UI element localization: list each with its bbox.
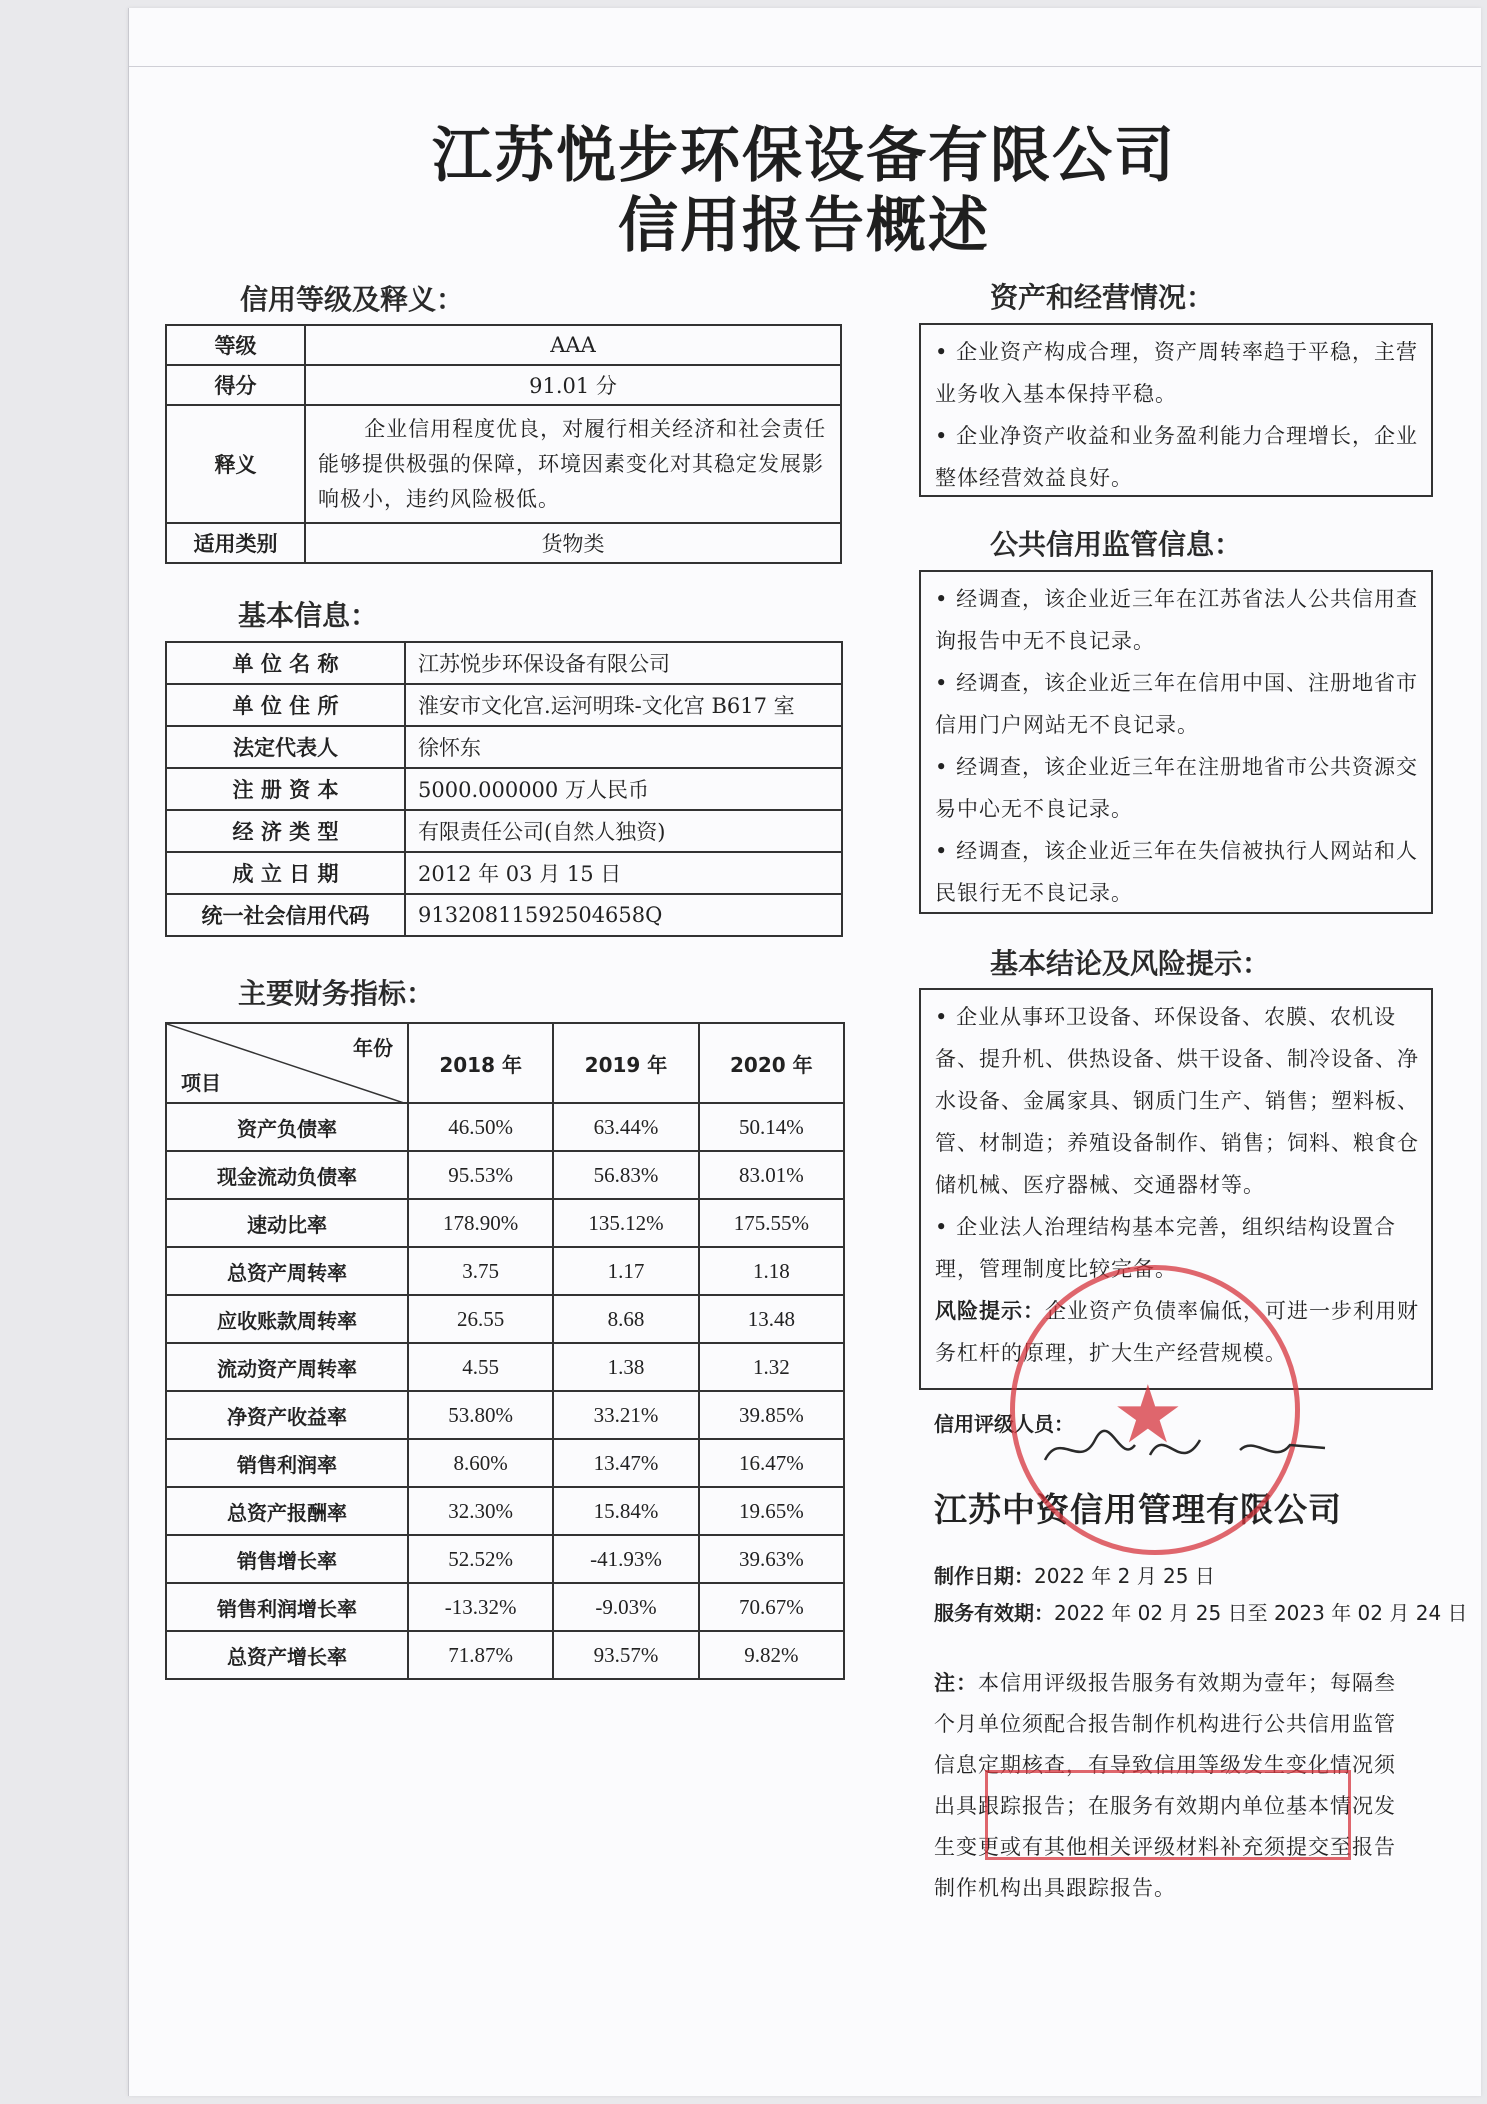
financials-header-row	[166, 1023, 844, 1103]
basic-info-heading: 基本信息：	[238, 599, 379, 632]
financial-value-cell: 50.14%	[699, 1103, 844, 1151]
validity-label: 服务有效期：	[934, 1601, 1054, 1625]
financial-value-cell: -13.32%	[408, 1583, 553, 1631]
financials-heading: 主要财务指标：	[238, 977, 435, 1010]
public-credit-bullet: • 经调查，该企业近三年在失信被执行人网站和人民银行无不良记录。	[935, 830, 1421, 914]
grade-heading: 信用等级及释义：	[240, 283, 465, 316]
date-label: 制作日期：	[934, 1564, 1034, 1588]
financial-value-cell: 15.84%	[553, 1487, 698, 1535]
meaning-row	[166, 405, 841, 523]
financial-item-label: 资产负债率	[166, 1103, 408, 1151]
year-2018-header: 2018 年	[408, 1023, 553, 1103]
est-date-label: 成 立 日 期	[166, 852, 405, 894]
financial-row	[166, 1391, 844, 1439]
financial-value-cell: 19.65%	[699, 1487, 844, 1535]
financial-value-cell: 26.55	[408, 1295, 553, 1343]
grade-label: 等级	[166, 325, 305, 365]
date-line	[934, 1560, 1215, 1589]
financial-item-label: 净资产收益率	[166, 1391, 408, 1439]
score-row	[166, 365, 841, 405]
financial-value-cell: -9.03%	[553, 1583, 698, 1631]
address-value: 淮安市文化宫.运河明珠-文化宫 B617 室	[405, 684, 842, 726]
assets-bullet: • 企业资产构成合理，资产周转率趋于平稳，主营业务收入基本保持平稳。	[935, 331, 1421, 415]
basic-info-row	[166, 726, 842, 768]
public-credit-box	[919, 570, 1433, 914]
financial-item-label: 现金流动负债率	[166, 1151, 408, 1199]
financial-value-cell: 39.63%	[699, 1535, 844, 1583]
year-2020-header: 2020 年	[699, 1023, 844, 1103]
rater-label: 信用评级人员：	[934, 1412, 1074, 1436]
meaning-value: 企业信用程度优良，对履行相关经济和社会责任能够提供极强的保障，环境因素变化对其稳定发展影响极小，违约风险极低。	[305, 405, 841, 523]
score-label: 得分	[166, 365, 305, 405]
company-name-value: 江苏悦步环保设备有限公司	[405, 642, 842, 684]
financial-value-cell: 95.53%	[408, 1151, 553, 1199]
report-title-subtitle: 信用报告概述	[618, 191, 990, 261]
note-label: 注：	[934, 1670, 978, 1695]
rater-signature	[1040, 1420, 1330, 1480]
financial-item-label: 速动比率	[166, 1199, 408, 1247]
risk-label: 风险提示：	[935, 1298, 1045, 1323]
financial-value-cell: 70.67%	[699, 1583, 844, 1631]
public-credit-bullet: • 经调查，该企业近三年在江苏省法人公共信用查询报告中无不良记录。	[935, 578, 1421, 662]
corner-item-label: 项目	[181, 1071, 221, 1095]
financial-row	[166, 1199, 844, 1247]
financial-value-cell: 71.87%	[408, 1631, 553, 1679]
financial-value-cell: 4.55	[408, 1343, 553, 1391]
legal-rep-value: 徐怀东	[405, 726, 842, 768]
financial-value-cell: 63.44%	[553, 1103, 698, 1151]
financial-value-cell: 1.18	[699, 1247, 844, 1295]
financial-value-cell: 13.48	[699, 1295, 844, 1343]
financial-value-cell: 39.85%	[699, 1391, 844, 1439]
financial-row	[166, 1103, 844, 1151]
public-credit-bullet: • 经调查，该企业近三年在注册地省市公共资源交易中心无不良记录。	[935, 746, 1421, 830]
financial-value-cell: 178.90%	[408, 1199, 553, 1247]
est-date-value: 2012 年 03 月 15 日	[405, 852, 842, 894]
financial-row	[166, 1343, 844, 1391]
financial-value-cell: 93.57%	[553, 1631, 698, 1679]
seal-star-icon: ★	[1112, 1368, 1184, 1461]
grade-value: AAA	[305, 325, 841, 365]
issuer-org: 江苏中资信用管理有限公司	[934, 1490, 1342, 1529]
validity-line	[934, 1597, 1468, 1626]
financial-row	[166, 1295, 844, 1343]
financial-value-cell: 83.01%	[699, 1151, 844, 1199]
financial-item-label: 总资产报酬率	[166, 1487, 408, 1535]
financial-row	[166, 1535, 844, 1583]
financial-value-cell: 1.38	[553, 1343, 698, 1391]
basic-info-row	[166, 768, 842, 810]
financial-value-cell: 8.60%	[408, 1439, 553, 1487]
financial-value-cell: 9.82%	[699, 1631, 844, 1679]
financial-value-cell: 1.17	[553, 1247, 698, 1295]
financial-value-cell: 3.75	[408, 1247, 553, 1295]
basic-info-row	[166, 852, 842, 894]
public-credit-heading: 公共信用监管信息：	[990, 528, 1243, 561]
address-label: 单 位 住 所	[166, 684, 405, 726]
financial-value-cell: 135.12%	[553, 1199, 698, 1247]
financial-row	[166, 1439, 844, 1487]
page-fold-line	[129, 66, 1481, 67]
basic-info-row	[166, 894, 842, 936]
financial-value-cell: 56.83%	[553, 1151, 698, 1199]
econ-type-value: 有限责任公司(自然人独资)	[405, 810, 842, 852]
financials-corner-cell	[166, 1023, 408, 1103]
credit-code-label: 统一社会信用代码	[166, 894, 405, 936]
financials-body	[166, 1103, 844, 1679]
financial-row	[166, 1151, 844, 1199]
legal-rep-label: 法定代表人	[166, 726, 405, 768]
financial-value-cell: 13.47%	[553, 1439, 698, 1487]
financial-item-label: 销售利润增长率	[166, 1583, 408, 1631]
credit-code-value: 91320811592504658Q	[405, 894, 842, 936]
financial-item-label: 总资产周转率	[166, 1247, 408, 1295]
assets-heading: 资产和经营情况：	[990, 281, 1215, 314]
category-value: 货物类	[305, 523, 841, 563]
financial-value-cell: 52.52%	[408, 1535, 553, 1583]
basic-info-row	[166, 684, 842, 726]
company-name-label: 单 位 名 称	[166, 642, 405, 684]
financial-item-label: 销售增长率	[166, 1535, 408, 1583]
conclusion-heading: 基本结论及风险提示：	[990, 947, 1271, 980]
financial-item-label: 总资产增长率	[166, 1631, 408, 1679]
assets-bullet: • 企业净资产收益和业务盈利能力合理增长，企业整体经营效益良好。	[935, 415, 1421, 499]
financial-item-label: 应收账款周转率	[166, 1295, 408, 1343]
basic-info-table	[165, 641, 843, 937]
corner-year-label: 年份	[353, 1036, 393, 1060]
year-2019-header: 2019 年	[553, 1023, 698, 1103]
note-text: 本信用评级报告服务有效期为壹年；每隔叁个月单位须配合报告制作机构进行公共信用监管信息定期核查，有导致信用等级发生变化情况须出具跟踪报告；在服务有效期内单位基本情况发生变更或有其他相关评级材料补充须提交至报告制作机构出具跟踪报告。	[934, 1671, 1396, 1900]
report-title-company: 江苏悦步环保设备有限公司	[432, 121, 1176, 191]
risk-text: 企业资产负债率偏低，可进一步利用财务杠杆的原理，扩大生产经营规模。	[935, 1299, 1419, 1365]
capital-value: 5000.000000 万人民币	[405, 768, 842, 810]
financial-value-cell: 46.50%	[408, 1103, 553, 1151]
financial-row	[166, 1487, 844, 1535]
public-credit-bullet: • 经调查，该企业近三年在信用中国、注册地省市信用门户网站无不良记录。	[935, 662, 1421, 746]
category-label: 适用类别	[166, 523, 305, 563]
validity-value: 2022 年 02 月 25 日至 2023 年 02 月 24 日	[1054, 1601, 1468, 1625]
financial-item-label: 销售利润率	[166, 1439, 408, 1487]
financial-row	[166, 1583, 844, 1631]
econ-type-label: 经 济 类 型	[166, 810, 405, 852]
financial-value-cell: 53.80%	[408, 1391, 553, 1439]
financial-value-cell: 32.30%	[408, 1487, 553, 1535]
conclusion-bullet: • 企业法人治理结构基本完善，组织结构设置合理，管理制度比较完备。	[935, 1206, 1421, 1290]
financial-value-cell: 1.32	[699, 1343, 844, 1391]
financial-value-cell: -41.93%	[553, 1535, 698, 1583]
basic-info-row	[166, 810, 842, 852]
meaning-label: 释义	[166, 405, 305, 523]
financial-row	[166, 1631, 844, 1679]
report-seal-rect-stamp	[985, 1770, 1351, 1860]
date-value: 2022 年 2 月 25 日	[1034, 1564, 1215, 1588]
financial-value-cell: 16.47%	[699, 1439, 844, 1487]
conclusion-bullet: • 企业从事环卫设备、环保设备、农膜、农机设备、提升机、供热设备、烘干设备、制冷设备、净水设备、金属家具、钢质门生产、销售；塑料板、管、材制造；养殖设备制作、销售；饲料、粮食仓储机械、医疗器械、交通器材等。	[935, 996, 1421, 1206]
capital-label: 注 册 资 本	[166, 768, 405, 810]
financial-item-label: 流动资产周转率	[166, 1343, 408, 1391]
basic-info-row	[166, 642, 842, 684]
financial-value-cell: 33.21%	[553, 1391, 698, 1439]
score-value: 91.01 分	[305, 365, 841, 405]
category-row	[166, 523, 841, 563]
financial-value-cell: 175.55%	[699, 1199, 844, 1247]
financials-table	[165, 1022, 845, 1680]
grade-row	[166, 325, 841, 365]
grade-table	[165, 324, 842, 564]
assets-box	[919, 323, 1433, 497]
financial-value-cell: 8.68	[553, 1295, 698, 1343]
financial-row	[166, 1247, 844, 1295]
